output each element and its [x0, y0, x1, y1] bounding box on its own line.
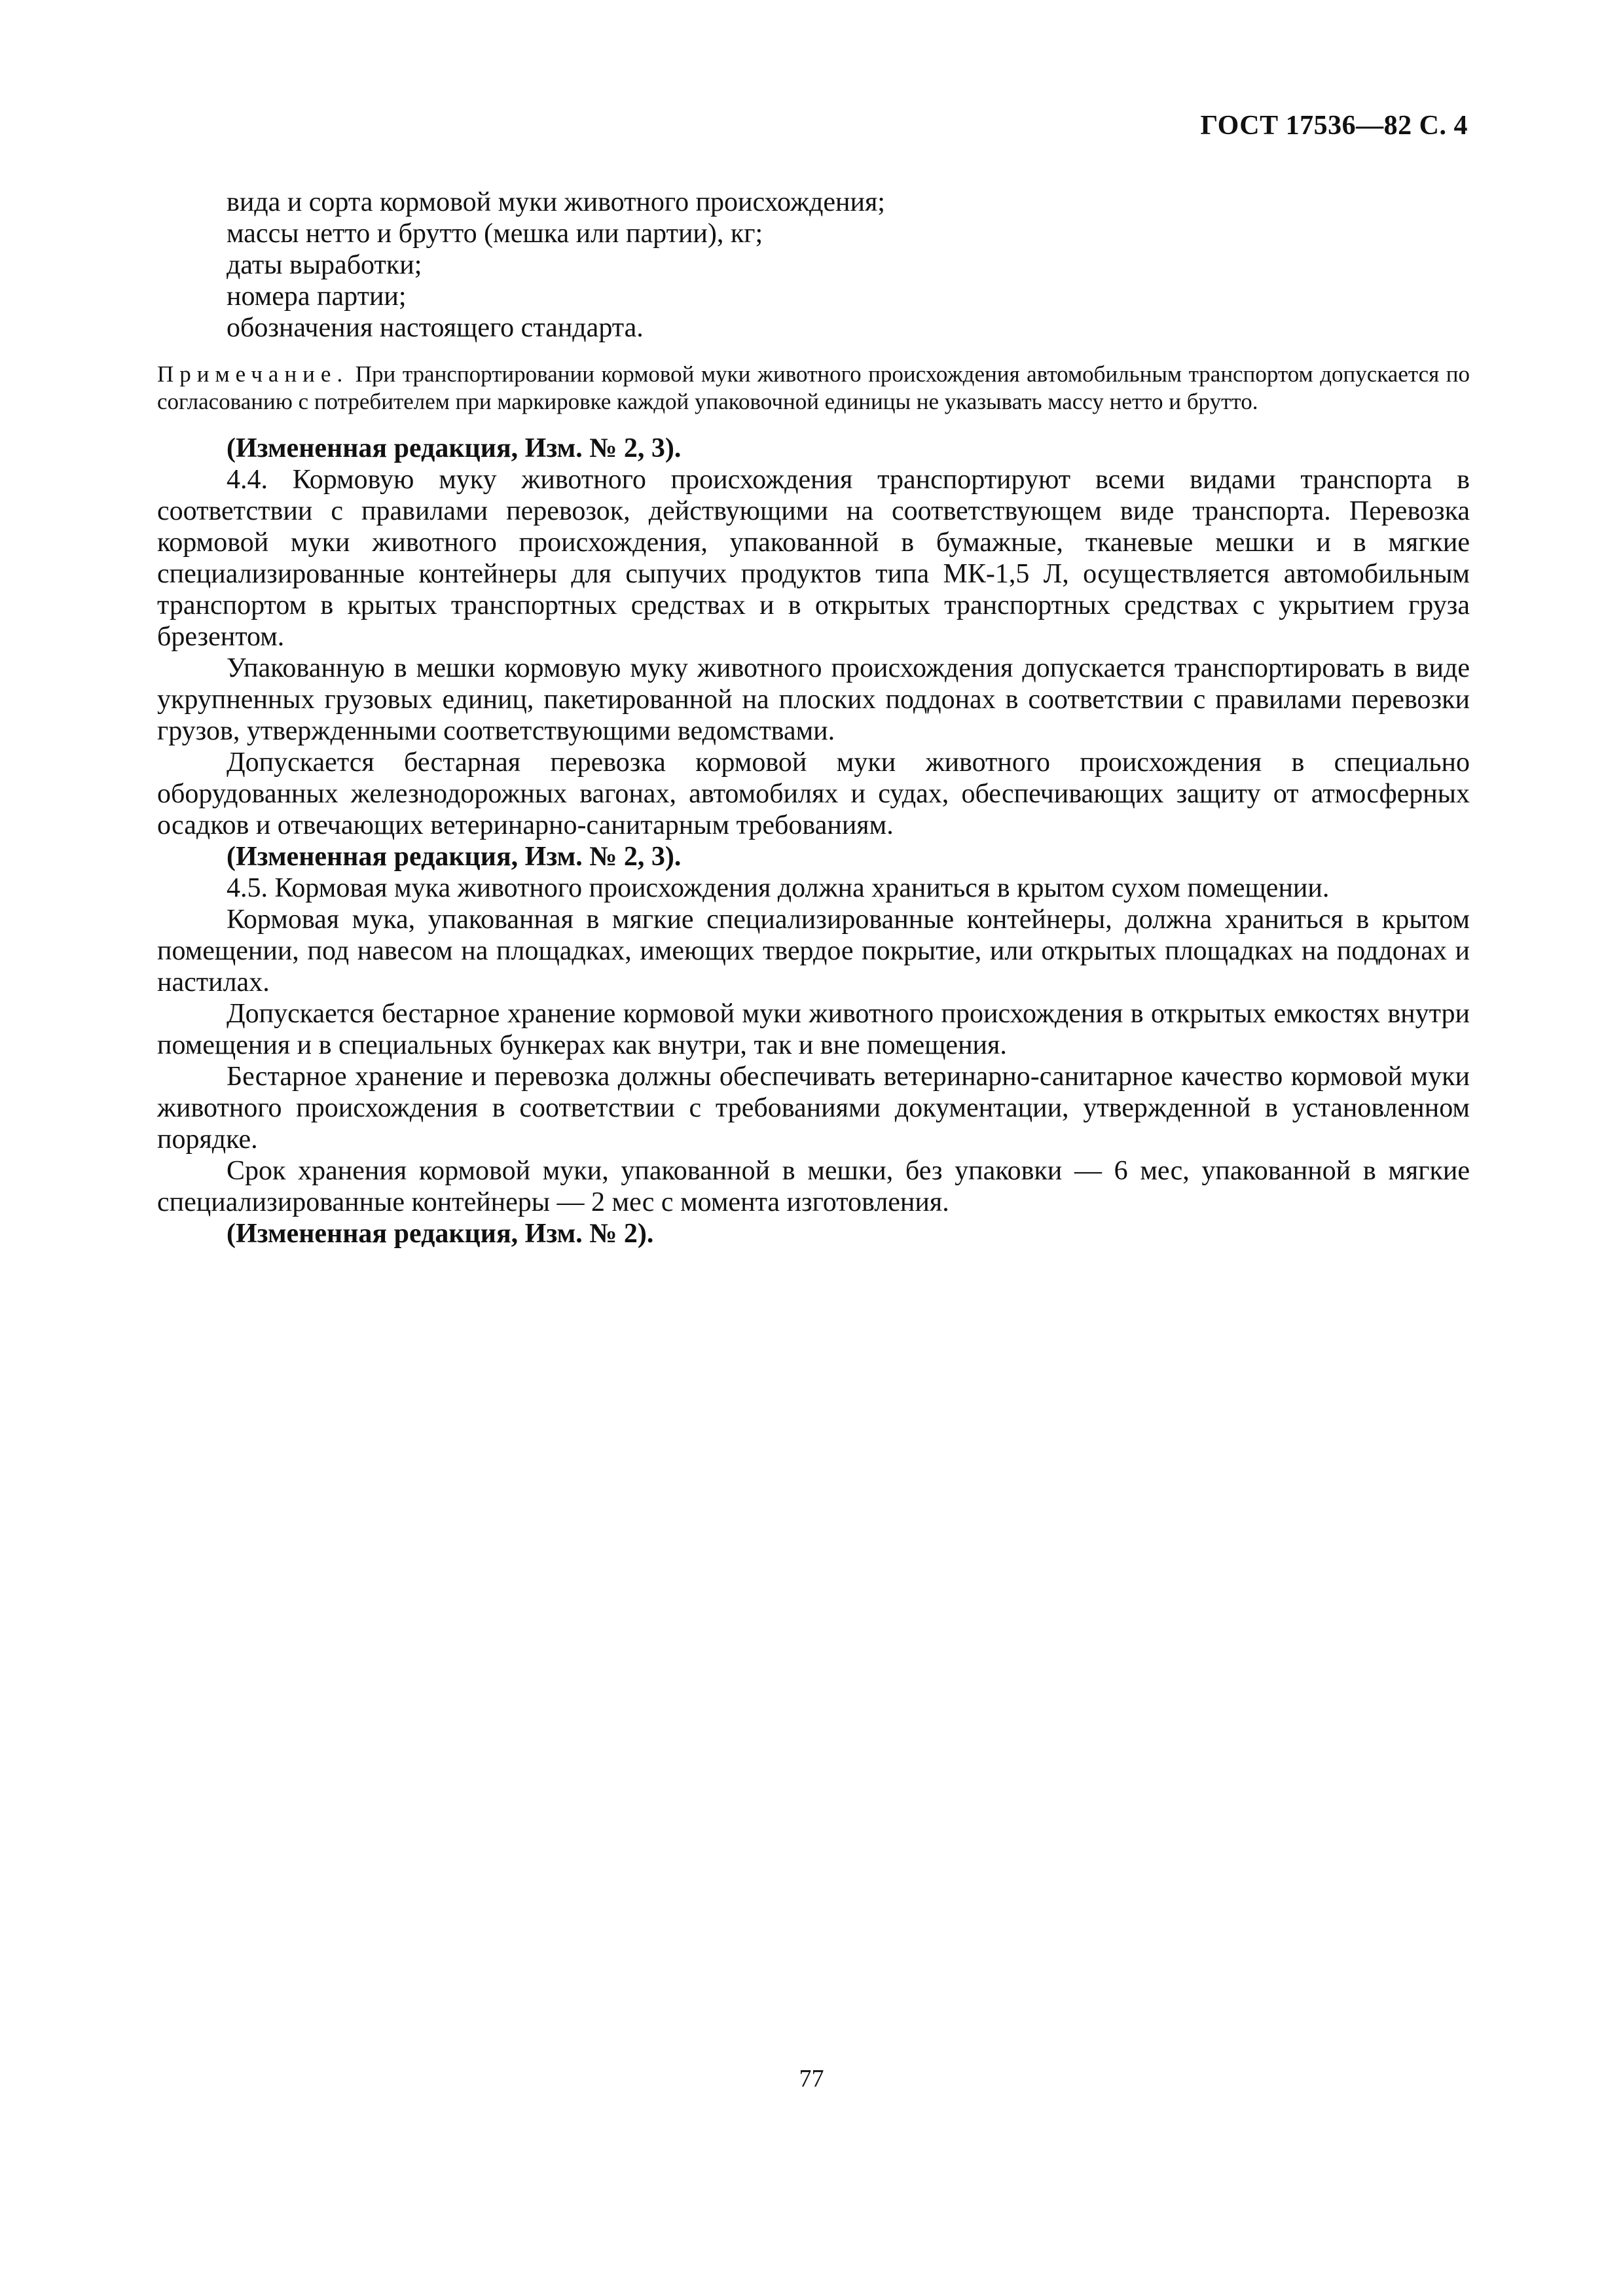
marking-list: [157, 187, 1470, 344]
note: [157, 361, 1470, 416]
amendment-note: (Измененная редакция, Изм. № 2).: [227, 1219, 654, 1249]
document-header: ГОСТ 17536—82 С. 4: [1200, 111, 1468, 141]
paragraph: 4.4. Кормовую муку животного происхождения транспортируют всеми видами транспорта в соответствии с правилами перевозок, действующими на соответствующем виде транспорта. Перевозка кормовой муки животного происхождения, упакованной в бумажные, тканевые мешки и в мягкие специализированные контейнеры для сыпучих продуктов типа МК-1,5 Л, осуществляется автомобильным транспортом в крытых транспортных средствах и в открытых транспортных средствах с укрытием груза брезентом.: [157, 465, 1470, 652]
paragraph: Допускается бестарная перевозка кормовой муки животного происхождения в специально оборудованных железнодорожных вагонах, автомобилях и судах, обеспечивающих защиту от атмосферных осадков и отвечающих ветеринарно-санитарным требованиям.: [157, 747, 1470, 840]
document-body: [157, 187, 1470, 1249]
paragraph: Бестарное хранение и перевозка должны обеспечивать ветеринарно-санитарное качество кормовой муки животного происхождения в соответствии с требованиями документации, утвержденной в установленном порядке.: [157, 1062, 1470, 1155]
paragraph: Срок хранения кормовой муки, упакованной в мешки, без упаковки — 6 мес, упакованной в мягкие специализированные контейнеры — 2 мес с момента изготовления.: [157, 1156, 1470, 1217]
marking-list-item: номера партии;: [227, 281, 407, 312]
note-text: При транспортировании кормовой муки животного происхождения автомобильным транспортом допускается по согласованию с потребителем при маркировке каждой упаковочной единицы не указывать массу нетто и брутто.: [157, 361, 1470, 414]
amendment-note: (Измененная редакция, Изм. № 2, 3).: [227, 433, 682, 463]
note-label: Примечание.: [157, 361, 349, 387]
paragraph: 4.5. Кормовая мука животного происхождения должна храниться в крытом сухом помещении.: [227, 873, 1330, 903]
paragraph: Кормовая мука, упакованная в мягкие специализированные контейнеры, должна храниться в крытом помещении, под навесом на площадках, имеющих твердое покрытие, или открытых площадках на поддонах и настилах.: [157, 905, 1470, 997]
marking-list-item: обозначения настоящего стандарта.: [227, 313, 644, 343]
page-number: 77: [799, 2065, 824, 2092]
amendment-note: (Измененная редакция, Изм. № 2, 3).: [227, 842, 682, 872]
marking-list-item: массы нетто и брутто (мешка или партии), кг;: [227, 219, 763, 249]
marking-list-item: вида и сорта кормовой муки животного происхождения;: [227, 187, 885, 217]
section-4-4: [157, 464, 1470, 841]
paragraph: Допускается бестарное хранение кормовой муки животного происхождения в открытых емкостях внутри помещения и в специальных бункерах как внутри, так и вне помещения.: [157, 999, 1470, 1060]
section-4-5: [157, 872, 1470, 1218]
paragraph: Упакованную в мешки кормовую муку животного происхождения допускается транспортировать в виде укрупненных грузовых единиц, пакетированной на плоских поддонах в соответствии с правилами перевозки грузов, утвержденными соответствующими ведомствами.: [157, 653, 1470, 746]
marking-list-item: даты выработки;: [227, 250, 422, 280]
